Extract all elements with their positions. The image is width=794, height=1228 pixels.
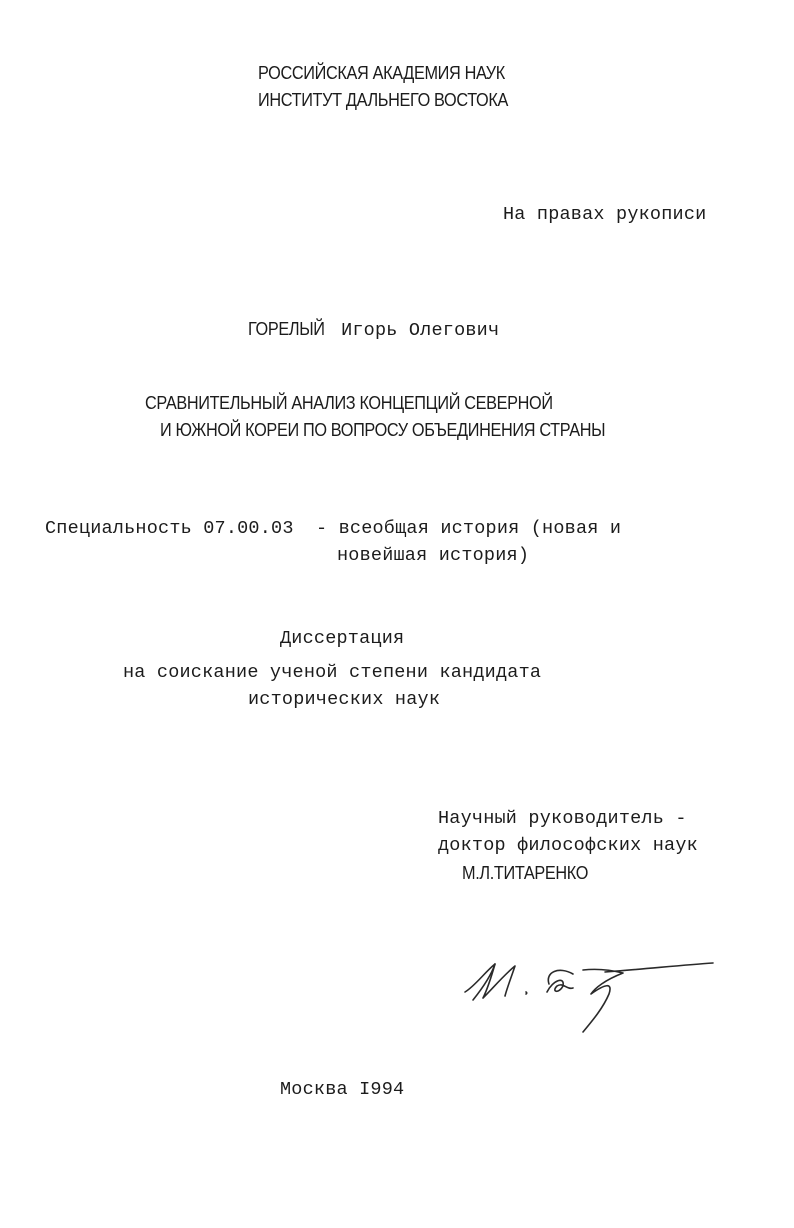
author-given-names: Игорь Олегович xyxy=(341,320,500,341)
title-line-2: И ЮЖНОЙ КОРЕИ ПО ВОПРОСУ ОБЪЕДИНЕНИЯ СТРАНЫ xyxy=(160,419,606,440)
author-surname: ГОРЕЛЫЙ xyxy=(248,318,325,339)
dissertation-purpose-1: на соискание ученой степени кандидата xyxy=(123,662,542,683)
place-and-year: Москва I994 xyxy=(280,1079,405,1100)
author-name xyxy=(248,318,499,342)
handwritten-signature xyxy=(455,950,725,1045)
dissertation-type: Диссертация xyxy=(280,628,405,649)
specialty-description-1: - всеобщая история (новая и xyxy=(316,518,622,539)
institute-name: ИНСТИТУТ ДАЛЬНЕГО ВОСТОКА xyxy=(258,89,509,110)
manuscript-rights: На правах рукописи xyxy=(503,204,707,225)
dissertation-purpose-2: исторических наук xyxy=(248,689,441,710)
academy-name: РОССИЙСКАЯ АКАДЕМИЯ НАУК xyxy=(258,62,505,83)
specialty-label: Специальность 07.00.03 xyxy=(45,518,294,539)
supervisor-role: Научный руководитель - xyxy=(438,808,687,829)
supervisor-name: М.Л.ТИТАРЕНКО xyxy=(462,862,589,883)
title-line-1: СРАВНИТЕЛЬНЫЙ АНАЛИЗ КОНЦЕПЦИЙ СЕВЕРНОЙ xyxy=(145,392,553,413)
supervisor-degree: доктор философских наук xyxy=(438,835,698,856)
specialty-description-2: новейшая история) xyxy=(337,545,530,566)
